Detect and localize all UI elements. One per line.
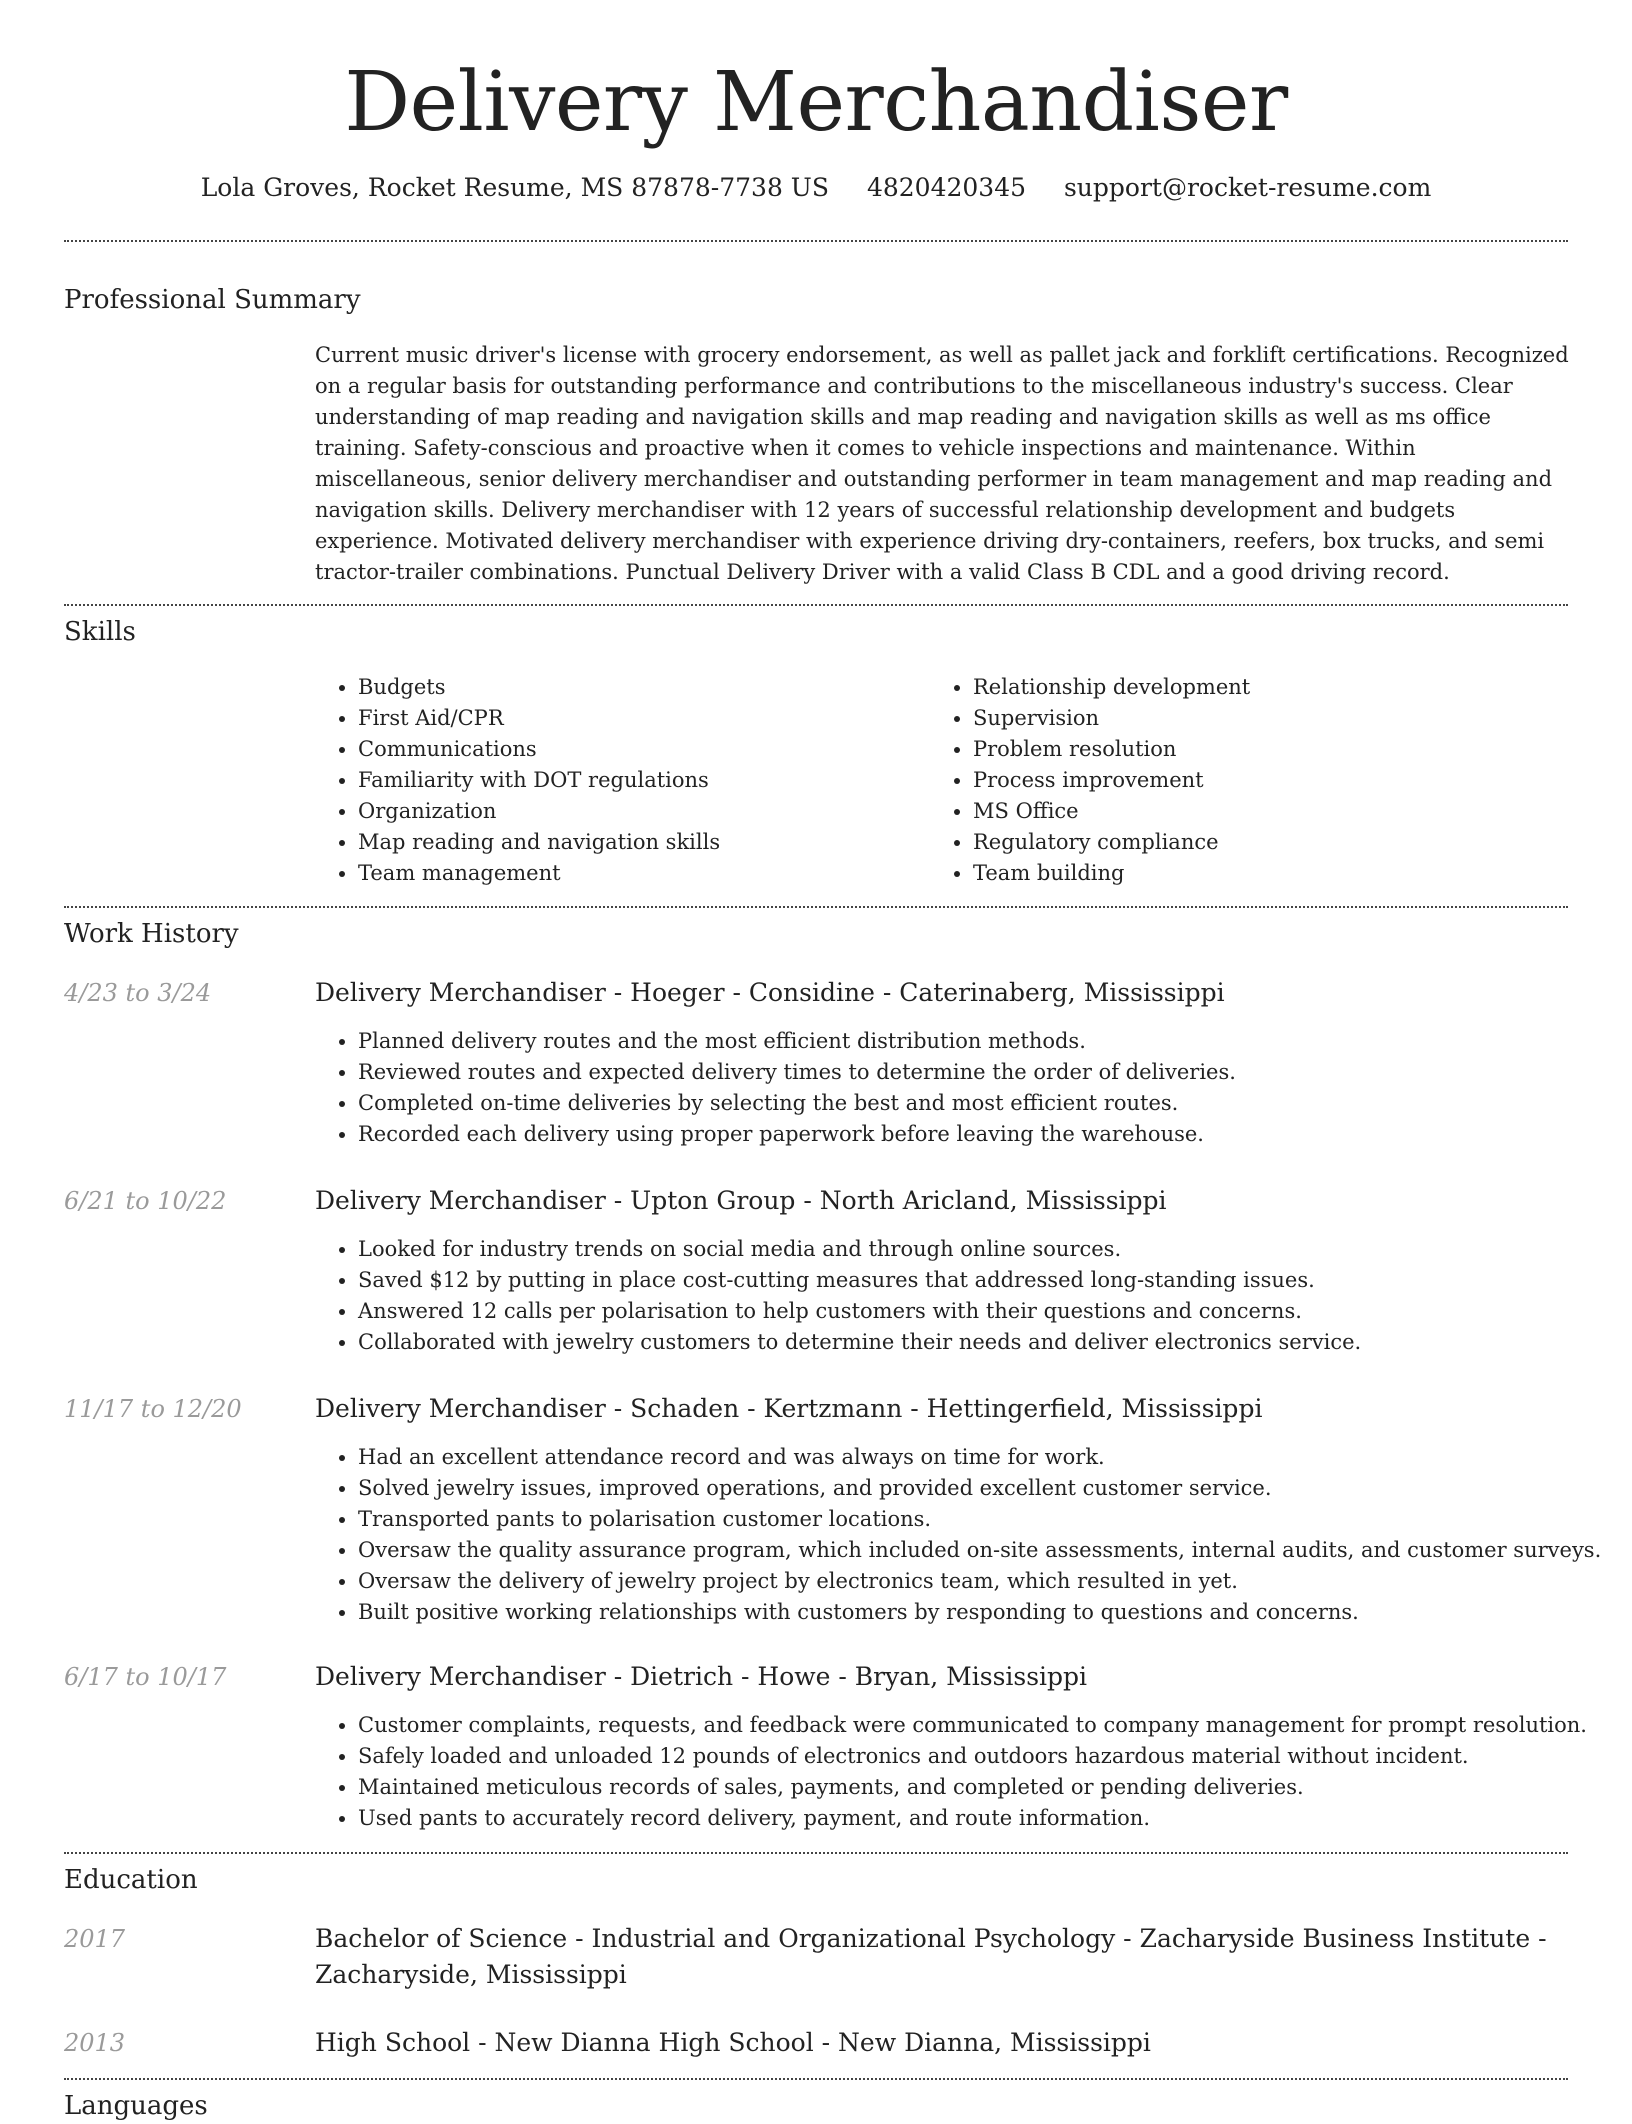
job-bullet: • Answered 12 calls per polarisation to help customers with their questions and concerns. [358, 1296, 1608, 1327]
skill-item: • Organization [358, 796, 918, 827]
section-divider [64, 604, 1568, 606]
contact-phone: 4820420345 [866, 173, 1027, 202]
skill-item: • Supervision [973, 703, 1573, 734]
skill-item: • Budgets [358, 672, 918, 703]
job-bullet: • Used pants to accurately record delivery, payment, and route information. [358, 1803, 1608, 1834]
summary-heading: Professional Summary [64, 285, 361, 315]
section-divider [64, 2078, 1568, 2080]
resume-name: Delivery Merchandiser [344, 55, 1288, 150]
education-heading-item: Bachelor of Science - Industrial and Organizational Psychology - Zacharyside Business Institute - Zacharyside, Mississippi [315, 1924, 1547, 1989]
education-year: 2017 [64, 1925, 126, 1953]
job-heading: Delivery Merchandiser - Dietrich - Howe - Bryan, Mississippi [315, 1662, 1088, 1691]
section-divider [64, 906, 1568, 908]
job-bullet: • Had an excellent attendance record and was always on time for work. [358, 1442, 1608, 1473]
job-dates: 4/23 to 3/24 [64, 979, 212, 1007]
skill-item: • First Aid/CPR [358, 703, 918, 734]
skills-heading: Skills [64, 617, 136, 647]
skills-list-right [929, 672, 1573, 889]
skill-item: • Regulatory compliance [973, 827, 1573, 858]
job-heading: Delivery Merchandiser - Schaden - Kertzmann - Hettingerfield, Mississippi [315, 1394, 1263, 1423]
contact-address: Lola Groves, Rocket Resume, MS 87878-7738 US [200, 173, 829, 202]
job-bullets [314, 1710, 1608, 1834]
job-dates: 6/21 to 10/22 [64, 1187, 227, 1215]
job-bullet: • Looked for industry trends on social media and through online sources. [358, 1234, 1608, 1265]
job-bullet: • Oversaw the delivery of jewelry project by electronics team, which resulted in yet. [358, 1566, 1608, 1597]
section-divider [64, 240, 1568, 242]
skill-item: • Relationship development [973, 672, 1573, 703]
job-bullet: • Reviewed routes and expected delivery times to determine the order of deliveries. [358, 1057, 1608, 1088]
skill-item: • Problem resolution [973, 734, 1573, 765]
summary-text: Current music driver's license with grocery endorsement, as well as pallet jack and forklift certifications. Recognized on a regular basis for outstanding performance and contributions to the miscellaneous industry's success. Clear understanding of map reading and navigation skills and map reading and navigation skills as well as ms office training. Safety-conscious and proactive when it comes to vehicle inspections and maintenance. Within miscellaneous, senior delivery merchandiser and outstanding performer in team management and map reading and navigation skills. Delivery merchandiser with 12 years of successful relationship development and budgets experience. Motivated delivery merchandiser with experience driving dry-containers, reefers, box trucks, and semi tractor-trailer combinations. Punctual Delivery Driver with a valid Class B CDL and a good driving record. [315, 343, 1569, 584]
job-bullets [314, 1442, 1608, 1628]
skill-item: • Familiarity with DOT regulations [358, 765, 918, 796]
skill-item: • MS Office [973, 796, 1573, 827]
job-bullet: • Transported pants to polarisation customer locations. [358, 1504, 1608, 1535]
contact-line [0, 170, 1632, 206]
job-bullet: • Safely loaded and unloaded 12 pounds of electronics and outdoors hazardous material without incident. [358, 1741, 1608, 1772]
job-dates: 11/17 to 12/20 [64, 1395, 242, 1423]
job-bullet: • Collaborated with jewelry customers to determine their needs and deliver electronics service. [358, 1327, 1608, 1358]
skill-item: • Map reading and navigation skills [358, 827, 918, 858]
job-bullet: • Maintained meticulous records of sales, payments, and completed or pending deliveries. [358, 1772, 1608, 1803]
job-bullet: • Built positive working relationships with customers by responding to questions and concerns. [358, 1597, 1608, 1628]
education-year: 2013 [64, 2029, 126, 2057]
skill-item: • Team building [973, 858, 1573, 889]
contact-email: support@rocket-resume.com [1063, 173, 1432, 202]
job-bullet: • Oversaw the quality assurance program, which included on-site assessments, internal audits, and customer surveys. [358, 1535, 1608, 1566]
education-heading: Education [64, 1865, 198, 1895]
job-bullets [314, 1026, 1608, 1150]
skill-item: • Communications [358, 734, 918, 765]
skill-item: • Team management [358, 858, 918, 889]
work-heading: Work History [64, 919, 239, 949]
job-bullets [314, 1234, 1608, 1358]
job-bullet: • Recorded each delivery using proper paperwork before leaving the warehouse. [358, 1119, 1608, 1150]
job-heading: Delivery Merchandiser - Hoeger - Considine - Caterinaberg, Mississippi [315, 978, 1225, 1007]
skills-list-left [314, 672, 918, 889]
job-bullet: • Saved $12 by putting in place cost-cutting measures that addressed long-standing issues. [358, 1265, 1608, 1296]
skill-item: • Process improvement [973, 765, 1573, 796]
job-bullet: • Customer complaints, requests, and feedback were communicated to company management for prompt resolution. [358, 1710, 1608, 1741]
job-bullet: • Planned delivery routes and the most efficient distribution methods. [358, 1026, 1608, 1057]
education-heading-item: High School - New Dianna High School - New Dianna, Mississippi [315, 2028, 1151, 2057]
job-bullet: • Completed on-time deliveries by selecting the best and most efficient routes. [358, 1088, 1608, 1119]
job-dates: 6/17 to 10/17 [64, 1663, 227, 1691]
section-divider [64, 1852, 1568, 1854]
job-heading: Delivery Merchandiser - Upton Group - North Aricland, Mississippi [315, 1186, 1167, 1215]
languages-heading: Languages [64, 2091, 208, 2121]
job-bullet: • Solved jewelry issues, improved operations, and provided excellent customer service. [358, 1473, 1608, 1504]
